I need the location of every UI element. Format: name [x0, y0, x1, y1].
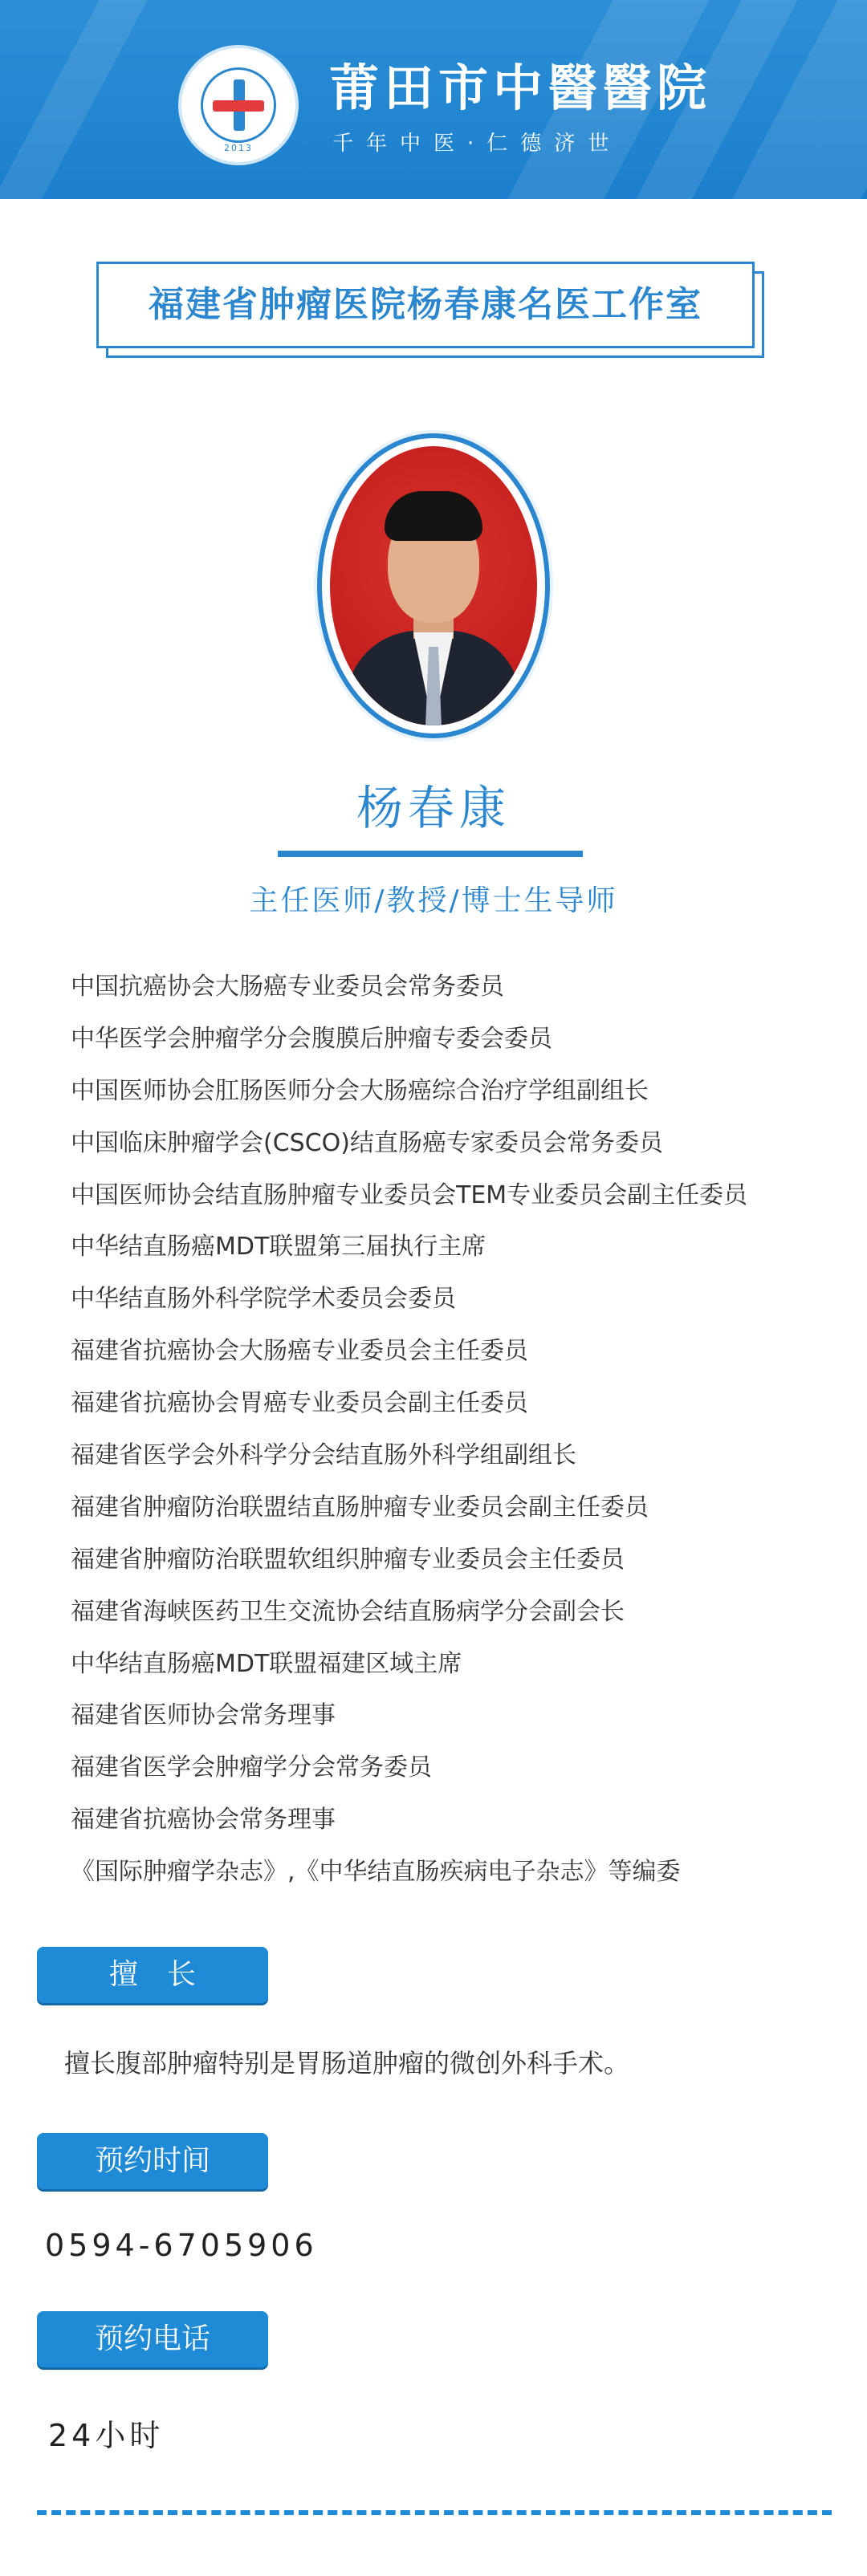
- list-item: 《国际肿瘤学杂志》,《中华结直肠疾病电子杂志》等编委: [71, 1858, 681, 1887]
- logo-year: 2013: [224, 143, 253, 153]
- appointment-phone-value: 24小时: [48, 2418, 165, 2453]
- list-item: 中华医学会肿瘤学分会腹膜后肿瘤专委会委员: [71, 1024, 552, 1053]
- hospital-logo: [178, 45, 299, 165]
- list-item: 福建省肿瘤防治联盟结直肠肿瘤专业委员会副主任委员: [71, 1493, 649, 1522]
- list-item: 福建省医师协会常务理事: [71, 1701, 336, 1730]
- list-item: 福建省肿瘤防治联盟软组织肿瘤专业委员会主任委员: [71, 1545, 625, 1574]
- list-item: 福建省抗癌协会大肠癌专业委员会主任委员: [71, 1337, 528, 1366]
- footer-divider: [37, 2510, 832, 2515]
- hospital-name: 莆田市中醫醫院: [329, 59, 712, 117]
- list-item: 中国医师协会肛肠医师分会大肠癌综合治疗学组副组长: [71, 1076, 649, 1105]
- list-item: 中华结直肠癌MDT联盟福建区域主席: [71, 1649, 462, 1678]
- list-item: 中国抗癌协会大肠癌专业委员会常务委员: [71, 973, 504, 1001]
- list-item: 中国临床肿瘤学会(CSCO)结直肠癌专家委员会常务委员: [71, 1128, 663, 1157]
- studio-title: 福建省肿瘤医院杨春康名医工作室: [149, 284, 702, 325]
- appointment-phone-heading: 预约电话: [37, 2311, 268, 2367]
- specialty-text: 擅长腹部肿瘤特别是胃肠道肿瘤的微创外科手术。: [64, 2048, 630, 2078]
- hospital-header: [0, 0, 867, 199]
- hospital-slogan: 千年中医·仁德济世: [332, 132, 622, 156]
- list-item: 福建省海峡医药卫生交流协会结直肠病学分会副会长: [71, 1597, 625, 1626]
- appointment-time-value: 0594-6705906: [45, 2228, 318, 2263]
- logo-cross-icon: [201, 67, 276, 143]
- list-item: 福建省抗癌协会常务理事: [71, 1806, 336, 1834]
- doctor-title: 主任医师/教授/博士生导师: [249, 884, 618, 917]
- list-item: 福建省医学会肿瘤学分会常务委员: [71, 1753, 432, 1782]
- doctor-name: 杨春康: [356, 781, 511, 835]
- specialty-heading: 擅 长: [37, 1947, 268, 2003]
- appointment-time-heading: 预约时间: [37, 2133, 268, 2189]
- list-item: 中华结直肠癌MDT联盟第三届执行主席: [71, 1233, 486, 1262]
- positions-list: [71, 966, 841, 1904]
- doctor-photo: [330, 446, 537, 725]
- list-item: 中华结直肠外科学院学术委员会委员: [71, 1285, 456, 1314]
- list-item: 福建省抗癌协会胃癌专业委员会副主任委员: [71, 1389, 528, 1418]
- name-underline: [278, 851, 583, 857]
- list-item: 中国医师协会结直肠肿瘤专业委员会TEM专业委员会副主任委员: [71, 1180, 748, 1209]
- list-item: 福建省医学会外科学分会结直肠外科学组副组长: [71, 1441, 576, 1470]
